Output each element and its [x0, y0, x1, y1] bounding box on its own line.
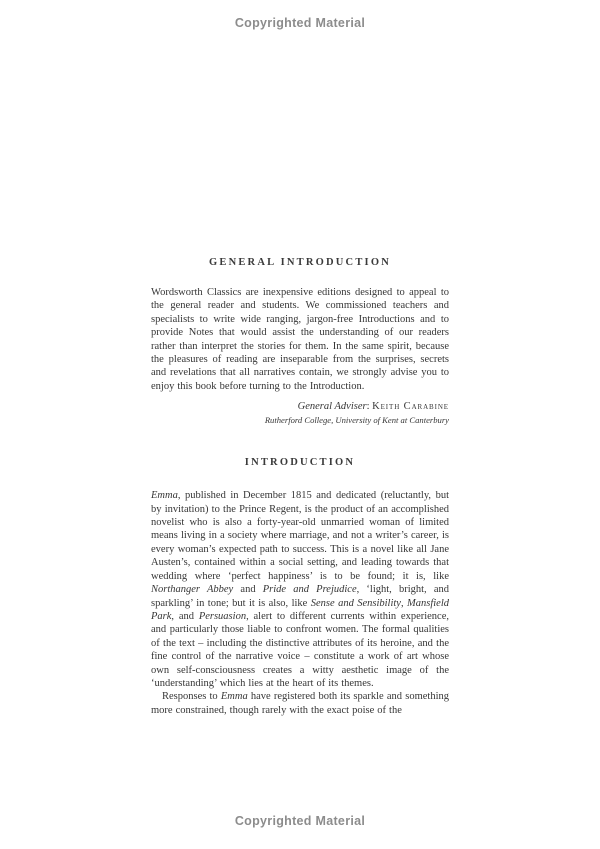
introduction-paragraph-continued: Responses to Emma have registered both its sparkle and something more constrained, though rarely with the exact poise of the	[151, 691, 449, 716]
adviser-separator: :	[366, 401, 373, 413]
copyright-banner-bottom	[0, 814, 600, 828]
copyright-banner-bottom-label: Copyrighted Material	[234, 814, 366, 828]
adviser-name: Keith Carabine	[372, 401, 449, 413]
adviser-line	[151, 400, 449, 413]
copyright-banner-top-label: Copyrighted Material	[234, 16, 366, 30]
adviser-affiliation: Rutherford College, University of Kent at Canterbury	[264, 415, 449, 426]
copyright-banner-top	[0, 16, 600, 30]
page-text-block	[151, 257, 449, 717]
general-introduction-heading: GENERAL INTRODUCTION	[209, 257, 391, 268]
adviser-block	[151, 400, 449, 426]
general-introduction-paragraph: Wordsworth Classics are inexpensive editions designed to appeal to the general reader and students. We commissioned teachers and specialists to write wide ranging, jargon-free Introductions and to provide Notes that would assist the understanding of our readers rather than interpret the stories for them. In the same spirit, because the pleasures of reading are inseparable from the surprises, secrets and revelations that all narratives contain, we strongly advise you to enjoy this book before turning to the Introduction.	[151, 287, 449, 392]
introduction-paragraph: Emma, published in December 1815 and dedicated (reluctantly, but by invitation) to the Prince Regent, is the product of an accomplished novelist who is also a forty-year-old unmarried woman of limited means living in a society where marriage, and not a writer’s career, is every woman’s expected path to success. This is a novel like all Jane Austen’s, contained within a social setting, and leading towards that wedding where ‘perfect happiness’ is to be found; it is, like Northanger Abbey and Pride and Prejudice, ‘light, bright, and sparkling’ in tone; but it is also, like Sense and Sensibility, Mansfield Park, and Persuasion, alert to different currents within experience, and particularly those liable to confront women. The formal qualities of the text – including the distinctive attributes of its heroine, and the fine control of the narrative voice – constitute a work of art whose own self-consciousness creates a witty aesthetic image of the ‘understanding’ which lies at the heart of its themes.	[151, 490, 449, 689]
introduction-heading: INTRODUCTION	[244, 457, 356, 469]
adviser-label: General Adviser	[297, 401, 367, 413]
